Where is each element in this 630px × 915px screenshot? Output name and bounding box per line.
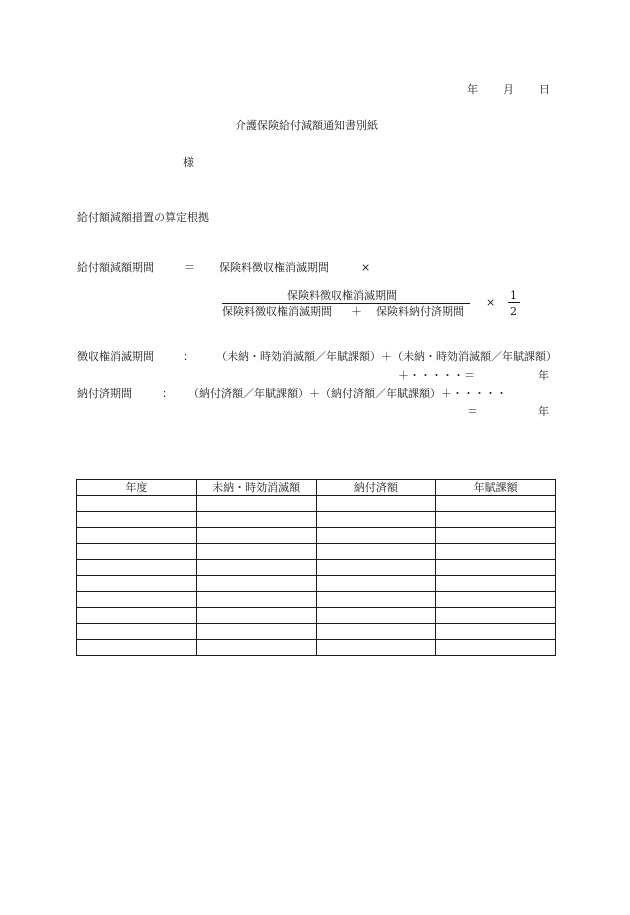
table-cell[interactable] <box>436 608 556 624</box>
calculation-table <box>76 479 556 656</box>
table-row <box>77 608 556 624</box>
fraction-bar <box>222 303 470 304</box>
fraction-denominator-a: 保険料徴収権消滅期間 <box>222 305 332 318</box>
paid-period-label: 納付済期間 <box>77 387 132 400</box>
table-cell[interactable] <box>316 560 436 576</box>
table-row <box>77 496 556 512</box>
table-cell[interactable] <box>316 544 436 560</box>
table-cell[interactable] <box>436 496 556 512</box>
table-cell[interactable] <box>196 560 316 576</box>
header-annual-assessment: 年賦課額 <box>436 480 556 496</box>
table-cell[interactable] <box>436 512 556 528</box>
collection-right-period-unit: 年 <box>538 369 549 382</box>
table-cell[interactable] <box>196 640 316 656</box>
document-title: 介護保険給付減額通知書別紙 <box>235 119 378 132</box>
table-cell[interactable] <box>77 624 197 640</box>
table-cell[interactable] <box>77 640 197 656</box>
table-cell[interactable] <box>77 560 197 576</box>
date-day-label: 日 <box>539 83 550 96</box>
table-row <box>77 624 556 640</box>
table-cell[interactable] <box>316 576 436 592</box>
table-cell[interactable] <box>196 624 316 640</box>
header-unpaid-expired-amount: 未納・時効消滅額 <box>196 480 316 496</box>
table-cell[interactable] <box>77 592 197 608</box>
table-cell[interactable] <box>316 608 436 624</box>
paid-period-colon: ： <box>162 387 173 400</box>
header-paid-amount: 納付済額 <box>316 480 436 496</box>
table-cell[interactable] <box>316 528 436 544</box>
table-cell[interactable] <box>196 496 316 512</box>
half-denominator: 2 <box>510 305 517 318</box>
table-row <box>77 512 556 528</box>
table-header-row <box>77 480 556 496</box>
table-cell[interactable] <box>196 592 316 608</box>
table-row <box>77 640 556 656</box>
table-cell[interactable] <box>196 608 316 624</box>
table-cell[interactable] <box>77 544 197 560</box>
table-cell[interactable] <box>77 528 197 544</box>
table-cell[interactable] <box>77 576 197 592</box>
table-cell[interactable] <box>436 624 556 640</box>
formula-term: 保険料徴収権消滅期間 <box>219 261 329 274</box>
table-row <box>77 560 556 576</box>
half-numerator: 1 <box>510 289 517 302</box>
formula-equals: ＝ <box>184 261 195 274</box>
fraction-denominator-plus: ＋ <box>351 305 362 318</box>
section-heading: 給付額減額措置の算定根拠 <box>77 211 209 224</box>
paid-period-expression: （納付済額／年賦課額）＋（納付済額／年賦課額）＋・・・・・ <box>188 387 507 400</box>
table-cell[interactable] <box>196 576 316 592</box>
table-cell[interactable] <box>196 544 316 560</box>
fraction-numerator: 保険料徴収権消滅期間 <box>287 289 397 302</box>
table-cell[interactable] <box>436 576 556 592</box>
fraction-times: × <box>486 296 496 309</box>
formula-times: × <box>361 261 371 274</box>
collection-right-period-colon: ： <box>183 350 194 363</box>
table-cell[interactable] <box>196 528 316 544</box>
table-cell[interactable] <box>316 592 436 608</box>
table-cell[interactable] <box>196 512 316 528</box>
table-row <box>77 528 556 544</box>
table-cell[interactable] <box>77 512 197 528</box>
table-cell[interactable] <box>436 592 556 608</box>
table-row <box>77 544 556 560</box>
date-year-label: 年 <box>467 83 478 96</box>
table-cell[interactable] <box>77 608 197 624</box>
table-cell[interactable] <box>436 528 556 544</box>
date-month-label: 月 <box>503 83 514 96</box>
table-cell[interactable] <box>316 496 436 512</box>
collection-right-period-expression: （未納・時効消滅額／年賦課額）＋（未納・時効消滅額／年賦課額） <box>216 350 557 363</box>
table-cell[interactable] <box>436 544 556 560</box>
table-cell[interactable] <box>316 624 436 640</box>
table-row <box>77 576 556 592</box>
addressee-suffix: 様 <box>183 156 194 169</box>
table-cell[interactable] <box>316 640 436 656</box>
table-cell[interactable] <box>77 496 197 512</box>
formula-label: 給付額減額期間 <box>77 261 154 274</box>
fraction-denominator-b: 保険料納付済期間 <box>376 305 464 318</box>
paid-period-unit: 年 <box>538 405 549 418</box>
table-row <box>77 592 556 608</box>
table-body <box>77 496 556 656</box>
collection-right-period-label: 徴収権消滅期間 <box>77 350 154 363</box>
collection-right-period-continuation: ＋・・・・・＝ <box>398 369 475 382</box>
table-cell[interactable] <box>436 560 556 576</box>
header-fiscal-year: 年度 <box>77 480 197 496</box>
half-fraction-bar <box>508 302 520 303</box>
table-cell[interactable] <box>316 512 436 528</box>
paid-period-equals: ＝ <box>467 405 478 418</box>
table-cell[interactable] <box>436 640 556 656</box>
